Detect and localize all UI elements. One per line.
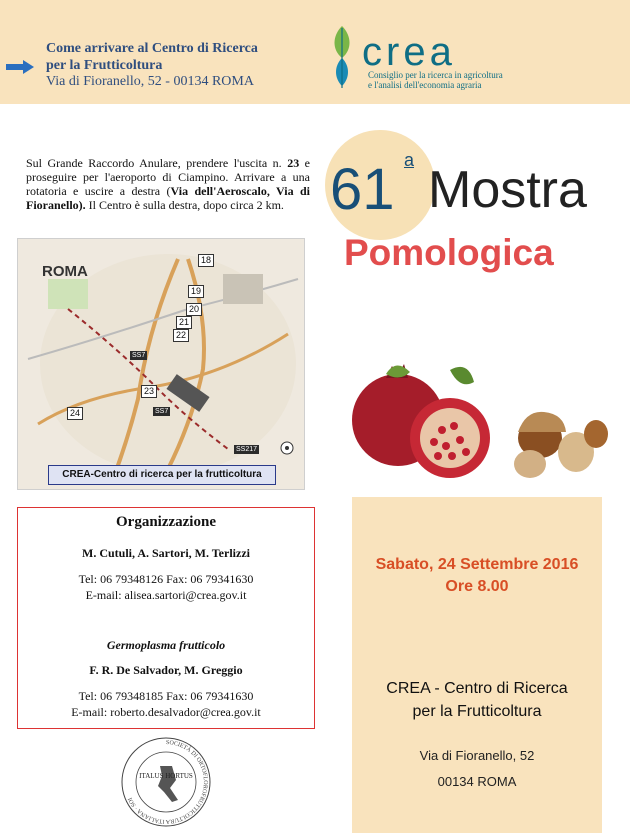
crea-subtitle-line1: Consiglio per la ricerca in agricoltura [368,70,503,80]
germoplasma-heading: Germoplasma frutticolo [106,638,226,652]
event-institution [352,677,602,723]
event-street: Via di Fioranello, 52 [419,748,535,763]
event-institution-line1: CREA - Centro di Ricerca [386,680,568,697]
event-datetime [352,554,602,598]
hazelnut-icon [514,412,608,478]
event-date: Sabato, 24 Settembre 2016 [375,556,579,573]
event-address [352,743,602,795]
map-exit-marker: 18 [198,254,214,267]
germoplasma-names: F. R. De Salvador, M. Greggio [89,663,243,677]
germoplasma-phones: Tel: 06 79348185 Fax: 06 79341630 [78,689,254,703]
map-road-tag: SS217 [236,446,258,453]
crea-logo-subtitle [368,70,528,90]
edition-superscript: a [404,150,415,170]
event-institution-line2: per la Frutticoltura [412,703,542,720]
germoplasma-email: E-mail: roberto.desalvador@crea.gov.it [71,705,261,719]
map-exit-marker: 23 [141,385,157,398]
directions-text [26,156,310,212]
crea-logo-word: crea [362,30,456,74]
directions-part2: e proseguire per l'aeroporto di Ciampino. Arrivare a una rotatoria e uscire a destra ( [26,156,311,198]
directions-part3: Il Centro è sulla destra, dopo circa 2 km. [85,198,284,212]
title-subtitle: Pomologica [344,232,554,273]
event-time: Ore 8.00 [445,578,509,595]
map-road-tag: SS7 [132,352,146,359]
arrow-right-icon [6,60,34,74]
soi-seal-icon [120,736,212,828]
map-exit-marker: 22 [173,329,189,342]
directions-exit-number: 23 [287,156,300,170]
pomegranate-icon [352,364,490,478]
header-title: Come arrivare al Centro di Ricerca per la Frutticoltura [46,41,258,73]
title-word: Mostra [428,161,587,219]
directions-roads: Via dell'Aeroscalo, Via di Fioranello). [26,184,310,212]
edition-number: 61 [330,157,395,222]
map-compass-icon [280,441,294,455]
organization-email: E-mail: alisea.sartori@crea.gov.it [85,588,247,602]
event-city: 00134 ROMA [437,774,517,789]
seal-ring-text: SOCIETÀ DI ORTOFLOROFRUTTICOLTURA ITALIANA · SOI [127,739,208,825]
fruit-illustration [350,360,612,480]
organization-box [17,507,315,729]
crea-leaf-logo-icon [330,22,354,92]
map-caption: CREA-Centro di ricerca per la frutticoltura [48,465,276,485]
organization-heading: Organizzazione [116,514,216,530]
seal-center-text: ITALUS HORTUS [139,772,193,780]
map-exit-marker: 24 [67,407,83,420]
location-map [17,238,305,490]
event-info-box [352,497,602,833]
organization-phones: Tel: 06 79348126 Fax: 06 79341630 [78,572,254,586]
organization-names: M. Cutuli, A. Sartori, M. Terlizzi [82,546,250,560]
directions-part1: Sul Grande Raccordo Anulare, prendere l'uscita n. [26,156,288,170]
map-exit-marker: 19 [188,285,204,298]
header-address: Via di Fioranello, 52 - 00134 ROMA [46,74,254,89]
map-exit-marker: 20 [186,303,202,316]
map-exit-marker: 21 [176,316,192,329]
crea-subtitle-line2: e l'analisi dell'economia agraria [368,80,482,90]
map-city-label: ROMA [42,263,88,280]
map-road-tag: SS7 [155,408,169,415]
